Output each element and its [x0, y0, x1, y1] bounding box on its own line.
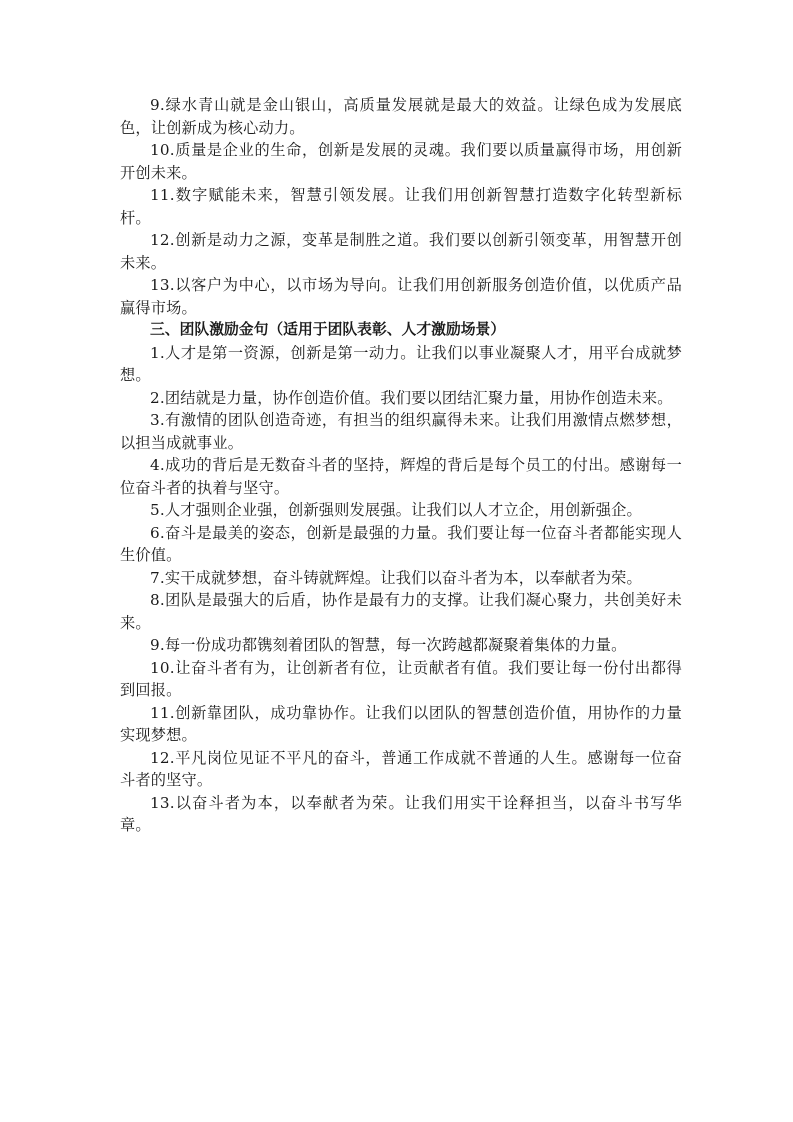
- quote-paragraph: 9.每一份成功都镌刻着团队的智慧，每一次跨越都凝聚着集体的力量。: [150, 636, 627, 654]
- quote-paragraph: 8.团队是最强大的后盾，协作是最有力的支撑。让我们凝心聚力，共创美好未来。: [120, 591, 682, 632]
- quote-paragraph: 1.人才是第一资源，创新是第一动力。让我们以事业凝聚人才，用平台成就梦想。: [120, 343, 682, 384]
- quote-paragraph: 4.成功的背后是无数奋斗者的坚持，辉煌的背后是每个员工的付出。感谢每一位奋斗者的执着与坚守。: [120, 456, 682, 497]
- quote-paragraph: 12.创新是动力之源，变革是制胜之道。我们要以创新引领变革，用智慧开创未来。: [120, 231, 682, 272]
- quote-paragraph: 10.让奋斗者有为，让创新者有位，让贡献者有值。我们要让每一份付出都得到回报。: [120, 658, 682, 699]
- quote-paragraph: 10.质量是企业的生命，创新是发展的灵魂。我们要以质量赢得市场，用创新开创未来。: [120, 141, 682, 182]
- quote-paragraph: 13.以客户为中心，以市场为导向。让我们用创新服务创造价值，以优质产品赢得市场。: [120, 276, 682, 317]
- quote-paragraph: 3.有激情的团队创造奇迹，有担当的组织赢得未来。让我们用激情点燃梦想，以担当成就事业。: [120, 411, 682, 452]
- quote-paragraph: 9.绿水青山就是金山银山，高质量发展就是最大的效益。让绿色成为发展底色，让创新成为核心动力。: [120, 96, 682, 137]
- document-body: [120, 94, 682, 837]
- quote-paragraph: 7.实干成就梦想，奋斗铸就辉煌。让我们以奋斗者为本，以奉献者为荣。: [150, 568, 642, 587]
- quote-paragraph: 12.平凡岗位见证不平凡的奋斗，普通工作成就不普通的人生。感谢每一位奋斗者的坚守。: [120, 748, 682, 789]
- quote-paragraph: 2.团结就是力量，协作创造价值。我们要以团结汇聚力量，用协作创造未来。: [150, 388, 673, 407]
- quote-paragraph: 11.创新靠团队，成功靠协作。让我们以团队的智慧创造价值，用协作的力量实现梦想。: [120, 703, 682, 744]
- quote-paragraph: 6.奋斗是最美的姿态，创新是最强的力量。我们要让每一位奋斗者都能实现人生价值。: [120, 523, 682, 564]
- quote-paragraph: 11.数字赋能未来，智慧引领发展。让我们用创新智慧打造数字化转型新标杆。: [120, 186, 682, 227]
- quote-paragraph: 5.人才强则企业强，创新强则发展强。让我们以人才立企，用创新强企。: [150, 501, 642, 519]
- quote-paragraph: 13.以奋斗者为本，以奉献者为荣。让我们用实干诠释担当，以奋斗书写华章。: [120, 793, 682, 834]
- section-heading: 三、团队激励金句（适用于团队表彰、人才激励场景）: [150, 321, 506, 338]
